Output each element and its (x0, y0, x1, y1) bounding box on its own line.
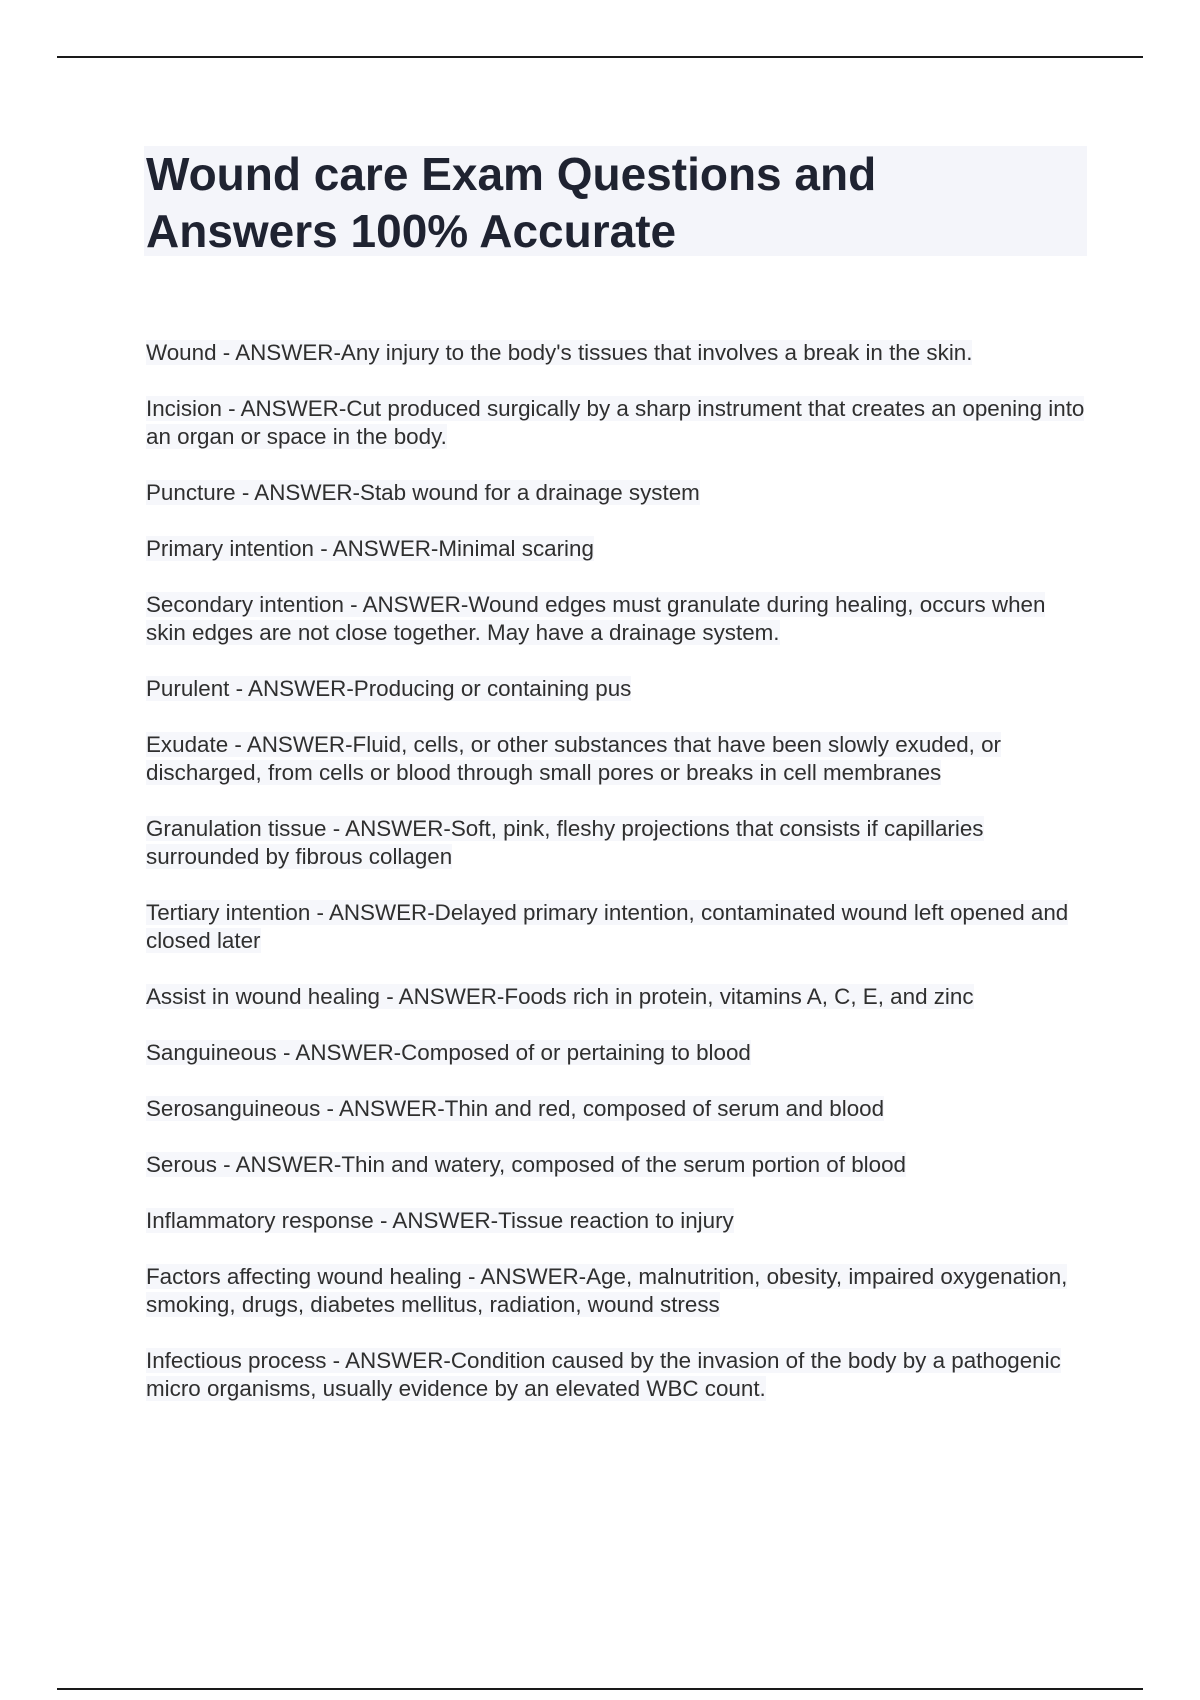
qa-text: Secondary intention - ANSWER-Wound edges must granulate during healing, occurs when skin edges are not close together. May have a drainage system. (146, 592, 1046, 645)
qa-item (146, 899, 1086, 955)
qa-text: Serous - ANSWER-Thin and watery, composed of the serum portion of blood (146, 1152, 906, 1177)
qa-item (146, 535, 1086, 563)
qa-text: Sanguineous - ANSWER-Composed of or pertaining to blood (146, 1040, 751, 1065)
qa-text: Assist in wound healing - ANSWER-Foods rich in protein, vitamins A, C, E, and zinc (146, 984, 974, 1009)
qa-item (146, 983, 1086, 1011)
qa-item (146, 815, 1086, 871)
qa-item (146, 591, 1086, 647)
qa-item (146, 1039, 1086, 1067)
qa-item (146, 731, 1086, 787)
qa-text: Primary intention - ANSWER-Minimal scaring (146, 536, 594, 561)
qa-text: Wound - ANSWER-Any injury to the body's tissues that involves a break in the skin. (146, 340, 973, 365)
qa-text: Infectious process - ANSWER-Condition caused by the invasion of the body by a pathogenic micro organisms, usually evidence by an elevated WBC count. (146, 1348, 1061, 1401)
qa-text: Exudate - ANSWER-Fluid, cells, or other substances that have been slowly exuded, or discharged, from cells or blood through small pores or breaks in cell membranes (146, 732, 1001, 785)
qa-item (146, 1151, 1086, 1179)
qa-text: Factors affecting wound healing - ANSWER-Age, malnutrition, obesity, impaired oxygenation, smoking, drugs, diabetes mellitus, radiation, wound stress (146, 1264, 1068, 1317)
qa-item (146, 339, 1086, 367)
qa-text: Tertiary intention - ANSWER-Delayed primary intention, contaminated wound left opened and closed later (146, 900, 1069, 953)
qa-text: Serosanguineous - ANSWER-Thin and red, composed of serum and blood (146, 1096, 885, 1121)
qa-text: Puncture - ANSWER-Stab wound for a drainage system (146, 480, 700, 505)
qa-item (146, 395, 1086, 451)
header-rule (57, 56, 1143, 58)
qa-item (146, 1263, 1086, 1319)
qa-item (146, 1207, 1086, 1235)
qa-list (146, 339, 1086, 1431)
qa-text: Inflammatory response - ANSWER-Tissue reaction to injury (146, 1208, 734, 1233)
qa-text: Purulent - ANSWER-Producing or containing pus (146, 676, 632, 701)
qa-item (146, 675, 1086, 703)
qa-item (146, 479, 1086, 507)
document-title: Wound care Exam Questions and Answers 100% Accurate (146, 148, 877, 257)
qa-item (146, 1347, 1086, 1403)
qa-text: Granulation tissue - ANSWER-Soft, pink, fleshy projections that consists if capillaries surrounded by fibrous collagen (146, 816, 984, 869)
qa-text: Incision - ANSWER-Cut produced surgically by a sharp instrument that creates an opening into an organ or space in the body. (146, 396, 1085, 449)
qa-item (146, 1095, 1086, 1123)
footer-rule (57, 1688, 1143, 1690)
